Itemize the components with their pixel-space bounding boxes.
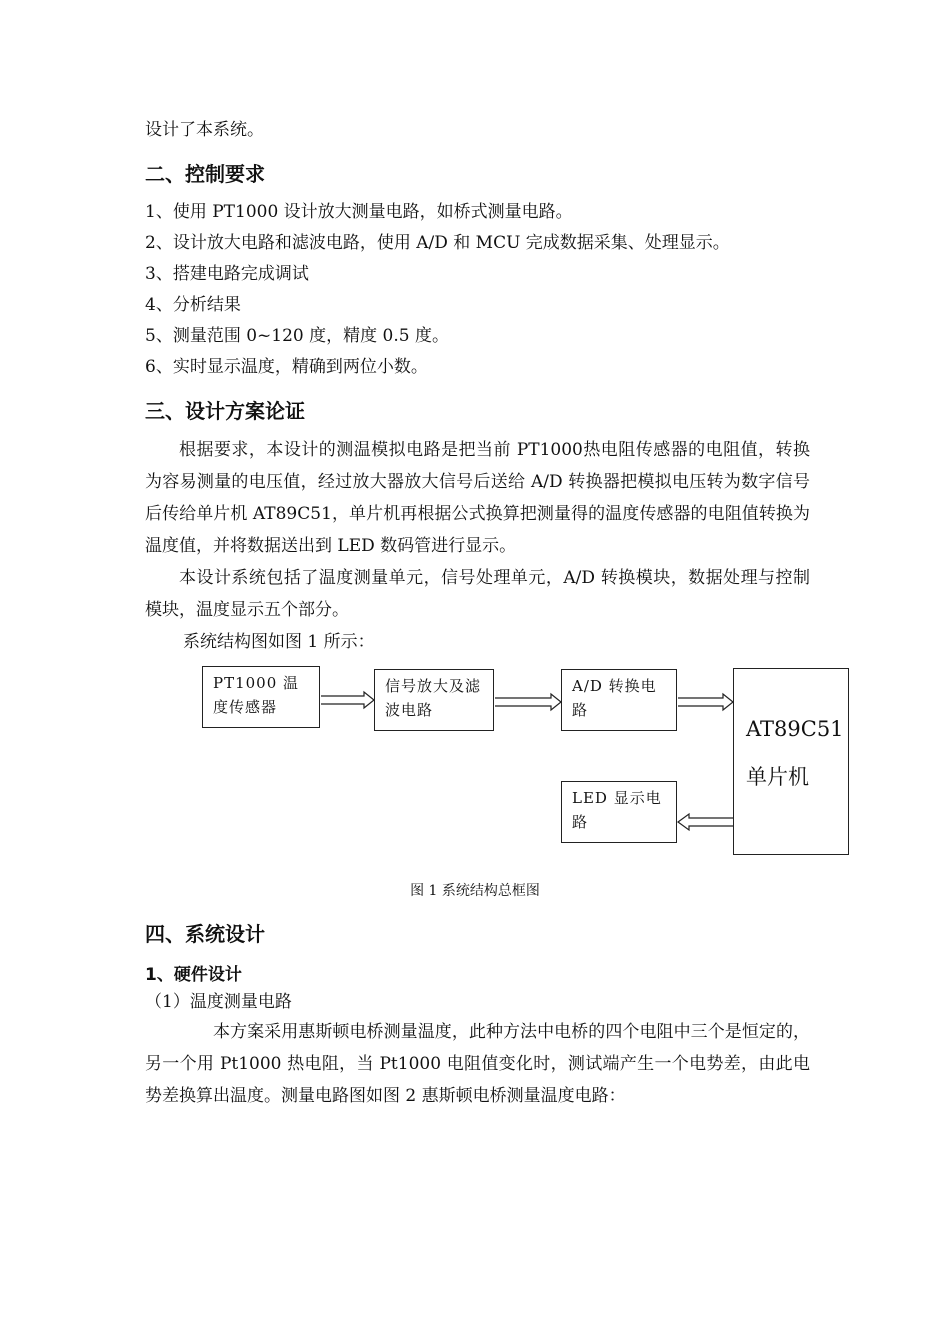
design-paragraph-2: 本设计系统包括了温度测量单元，信号处理单元，A/D 转换模块，数据处理与控制模块，温度显示五个部分。 [145, 568, 810, 620]
bridge-paragraph: 本方案采用惠斯顿电桥测量温度，此种方法中电桥的四个电阻中三个是恒定的，另一个用 Pt1000 热电阻，当 Pt1000 电阻值变化时，测试端产生一个电势差，由此电势差换算出温度。测量电路图如图 2 惠斯顿电桥测量温度电路： [145, 1022, 810, 1106]
diagram-adc-box: A/D 转换电路 [561, 669, 677, 731]
figure-1-caption: 图 1 系统结构总框图 [410, 883, 540, 899]
temperature-circuit-heading: （1）温度测量电路 [145, 992, 292, 1012]
requirement-item-1: 1、使用 PT1000 设计放大测量电路，如桥式测量电路。 [145, 202, 573, 222]
design-paragraph-3: 系统结构图如图 1 所示： [183, 632, 375, 652]
diagram-sensor-box: PT1000 温度传感器 [202, 666, 320, 728]
requirement-item-6: 6、实时显示温度，精确到两位小数。 [145, 357, 428, 377]
design-paragraph-1: 根据要求，本设计的测温模拟电路是把当前 PT1000热电阻传感器的电阻值，转换为容易测量的电压值，经过放大器放大信号后送给 A/D 转换器把模拟电压转为数字信号后传给单片机 AT89C51，单片机再根据公式换算把测量得的温度传感器的电阻值转换为温度值，并将数据送出到 LED 数码管进行显示。 [145, 440, 810, 556]
section-3-heading: 三、设计方案论证 [145, 399, 305, 423]
diagram-mcu-label-1: AT89C51 [746, 717, 844, 741]
requirement-item-5: 5、测量范围 0~120 度，精度 0.5 度。 [145, 326, 449, 346]
diagram-led-box: LED 显示电路 [561, 781, 677, 843]
hardware-design-heading: 1、硬件设计 [145, 965, 242, 985]
arrow-adc-to-mcu [678, 694, 733, 710]
diagram-mcu-label-2: 单片机 [746, 765, 809, 789]
arrow-sensor-to-amp [321, 692, 374, 708]
arrow-amp-to-adc [495, 694, 561, 710]
diagram-amp-box: 信号放大及滤波电路 [374, 669, 494, 731]
section-2-heading: 二、控制要求 [145, 162, 265, 186]
requirement-item-2: 2、设计放大电路和滤波电路，使用 A/D 和 MCU 完成数据采集、处理显示。 [145, 233, 730, 253]
arrow-mcu-to-led [678, 814, 733, 830]
section-4-heading: 四、系统设计 [145, 922, 265, 946]
requirement-item-4: 4、分析结果 [145, 295, 241, 315]
requirement-item-3: 3、搭建电路完成调试 [145, 264, 309, 284]
intro-tail-text: 设计了本系统。 [145, 120, 264, 140]
